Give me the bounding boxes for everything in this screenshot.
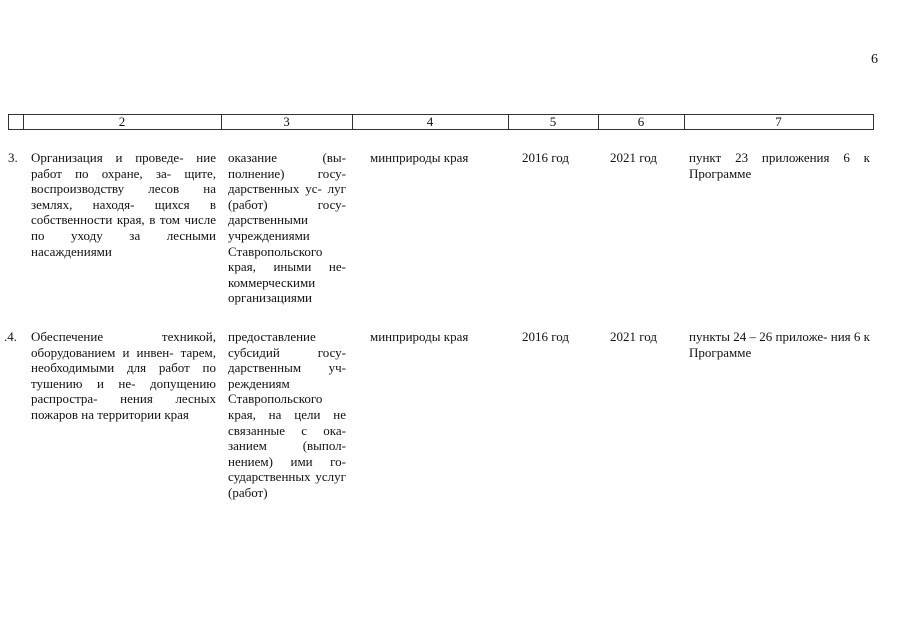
column-number-4: 4 <box>426 114 434 129</box>
table-header-row <box>8 114 874 130</box>
measure-name-cell: Организация и проведе- ние работ по охране, за- щите, воспроизводству лесов на землях, находя- щихся в собственности края, в том числе по уходу за лесными насаждениями <box>31 150 216 259</box>
implementation-method-cell: предоставление субсидий госу- дарственным уч- реждениям Ставропольского края, на цели не связанные с ока- занием (выпол- нением) ими го- сударственных услуг (работ) <box>228 329 346 500</box>
column-number-7: 7 <box>775 114 782 129</box>
executor-cell: минприроды края <box>370 329 469 344</box>
end-year-cell: 2021 год <box>610 150 657 165</box>
reference-cell: пункт 23 приложения 6 к Программе <box>689 150 870 181</box>
page-number: 6 <box>871 52 878 67</box>
implementation-method-cell: оказание (вы- полнение) госу- дарственных ус- луг (работ) госу- дарственными учреждениями Ставропольского края, иными не- коммерческими организациями <box>228 150 346 306</box>
executor-cell: минприроды края <box>370 150 469 165</box>
column-number-6: 6 <box>637 114 645 129</box>
end-year-cell: 2021 год <box>610 329 657 344</box>
row-number: 3. <box>8 150 18 165</box>
column-number-2: 2 <box>118 114 126 129</box>
measure-name-cell: Обеспечение техникой, оборудованием и инвен- тарем, необходимыми для работ по тушению и не- допущению распростра- нения лесных пожаров на территории края <box>31 329 216 422</box>
start-year-cell: 2016 год <box>522 150 569 165</box>
row-number: .4. <box>4 329 17 344</box>
start-year-cell: 2016 год <box>522 329 569 344</box>
column-number-5: 5 <box>549 114 557 129</box>
column-number-3: 3 <box>283 114 290 129</box>
reference-cell: пункты 24 – 26 приложе- ния 6 к Программе <box>689 329 870 360</box>
